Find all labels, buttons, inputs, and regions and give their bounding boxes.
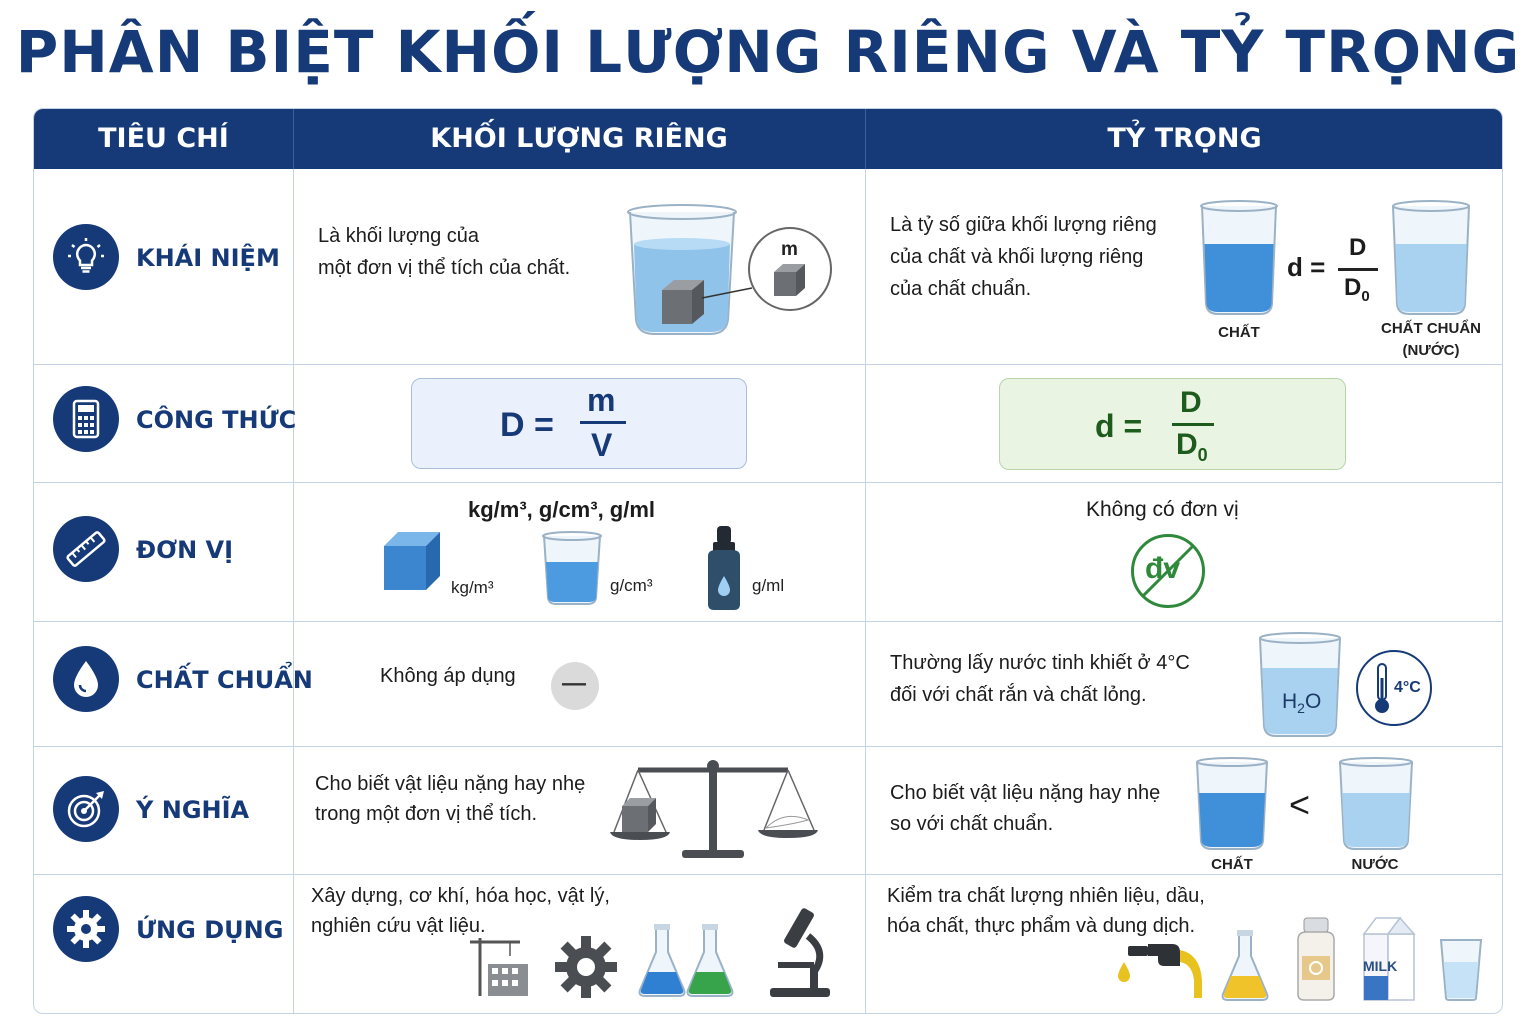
- unit-g-ml: g/ml: [752, 576, 785, 595]
- density-units-head: kg/m³, g/cm³, g/ml: [468, 497, 656, 522]
- header-relative-density: TỶ TRỌNG: [1107, 123, 1262, 154]
- water-glass-icon: [1438, 938, 1484, 1002]
- dropper-bottle-icon: [704, 526, 744, 610]
- yellow-flask-icon: [1220, 930, 1270, 1002]
- concept-formula-left: d =: [1287, 252, 1326, 282]
- density-application-line1: Xây dựng, cơ khí, hóa học, vật lý,: [311, 885, 610, 907]
- ratio-formula-num: D: [1180, 386, 1202, 419]
- density-meaning-line2: trong một đơn vị thể tích.: [315, 803, 538, 825]
- mass-label: m: [781, 239, 798, 260]
- temperature-value: 4°C: [1394, 679, 1421, 696]
- unit-g-cm3: g/cm³: [610, 576, 653, 595]
- dash-symbol: —: [562, 670, 586, 697]
- thermometer-icon: [1372, 662, 1392, 716]
- concept-formula-den: $D_0$: [1344, 274, 1370, 305]
- row-label-meaning: Ý NGHĨA: [136, 796, 250, 824]
- concept-formula-num: D: [1349, 234, 1367, 261]
- table-header: [34, 109, 1502, 169]
- unit-kg-m3: kg/m³: [451, 578, 494, 597]
- lightbulb-icon: [53, 224, 119, 290]
- ratio-units-head: Không có đơn vị: [1086, 498, 1239, 521]
- prohibited-icon: [1131, 534, 1205, 608]
- density-concept-line1: Là khối lượng của: [318, 225, 480, 247]
- balance-scale-icon: [608, 754, 818, 864]
- milk-label: MILK: [1363, 958, 1398, 974]
- substance-beaker-icon-2: [1194, 757, 1270, 853]
- row-label-applications: ỨNG DỤNG: [136, 916, 284, 944]
- water-label: NƯỚC: [1351, 856, 1399, 873]
- standard-water-beaker-icon: [1389, 200, 1473, 318]
- ratio-formula-left: d =: [1095, 408, 1143, 444]
- substance-label: CHẤT: [1218, 324, 1260, 341]
- fuel-nozzle-icon: [1114, 940, 1206, 1000]
- small-cube-icon: [770, 260, 810, 300]
- density-concept-line2: một đơn vị thể tích của chất.: [318, 257, 571, 279]
- header-criteria: TIÊU CHÍ: [98, 123, 229, 154]
- ratio-meaning-line2: so với chất chuẩn.: [890, 813, 1054, 835]
- density-meaning-line1: Cho biết vật liệu nặng hay nhẹ: [315, 773, 586, 795]
- small-beaker-icon: [540, 532, 604, 608]
- ratio-formula-den: $D_0$: [1176, 428, 1208, 465]
- ratio-application-line1: Kiểm tra chất lượng nhiên liệu, dầu,: [887, 885, 1205, 907]
- blue-cube-icon: [380, 528, 446, 594]
- density-standard-text: Không áp dụng: [380, 665, 516, 687]
- row-label-concept: KHÁI NIỆM: [136, 244, 280, 272]
- row-label-standard: CHẤT CHUẨN: [136, 666, 313, 694]
- blue-flask-icon: [637, 924, 687, 998]
- standard-label-1: CHẤT CHUẨN: [1381, 320, 1481, 337]
- row-label-formula: CÔNG THỨC: [136, 406, 297, 434]
- density-formula-den: V: [591, 427, 613, 463]
- ratio-application-line2: hóa chất, thực phẩm và dung dịch.: [887, 915, 1196, 937]
- ratio-standard-line1: Thường lấy nước tinh khiết ở 4°C: [890, 652, 1190, 674]
- ratio-concept-line1: Là tỷ số giữa khối lượng riêng: [890, 214, 1157, 236]
- ruler-icon: [53, 516, 119, 582]
- water-beaker-icon-2: [1337, 757, 1415, 853]
- substance-beaker-icon: [1198, 200, 1280, 318]
- page-title: PHÂN BIỆT KHỐI LƯỢNG RIÊNG VÀ TỶ TRỌNG: [15, 18, 1521, 86]
- ratio-concept-line2: của chất và khối lượng riêng: [890, 246, 1144, 268]
- header-density: KHỐI LƯỢNG RIÊNG: [430, 123, 728, 154]
- standard-label-2: (NƯỚC): [1402, 342, 1460, 359]
- ratio-meaning-line1: Cho biết vật liệu nặng hay nhẹ: [890, 782, 1161, 804]
- density-application-line2: nghiên cứu vật liệu.: [311, 915, 486, 937]
- h2o-label: $H_2O$: [1282, 690, 1322, 717]
- machine-gear-icon: [555, 936, 617, 998]
- microscope-icon: [770, 906, 830, 998]
- water-beaker-icon: [1256, 632, 1344, 740]
- ratio-standard-line2: đối với chất rắn và chất lỏng.: [890, 684, 1147, 706]
- calculator-icon: [53, 386, 119, 452]
- construction-crane-icon: [470, 934, 534, 998]
- ratio-concept-line3: của chất chuẩn.: [890, 278, 1032, 300]
- density-formula-box: [411, 378, 747, 469]
- density-formula-num: m: [587, 382, 616, 418]
- row-label-units: ĐƠN VỊ: [136, 536, 234, 564]
- medicine-bottle-icon: [1292, 918, 1340, 1002]
- gear-icon: [53, 896, 119, 962]
- no-unit-symbol: đv: [1145, 552, 1181, 585]
- density-formula-left: D =: [500, 406, 554, 444]
- green-flask-icon: [685, 924, 735, 998]
- water-drop-icon: [53, 646, 119, 712]
- target-icon: [53, 776, 119, 842]
- less-than-symbol: <: [1289, 784, 1311, 825]
- substance-label-2: CHẤT: [1211, 856, 1253, 873]
